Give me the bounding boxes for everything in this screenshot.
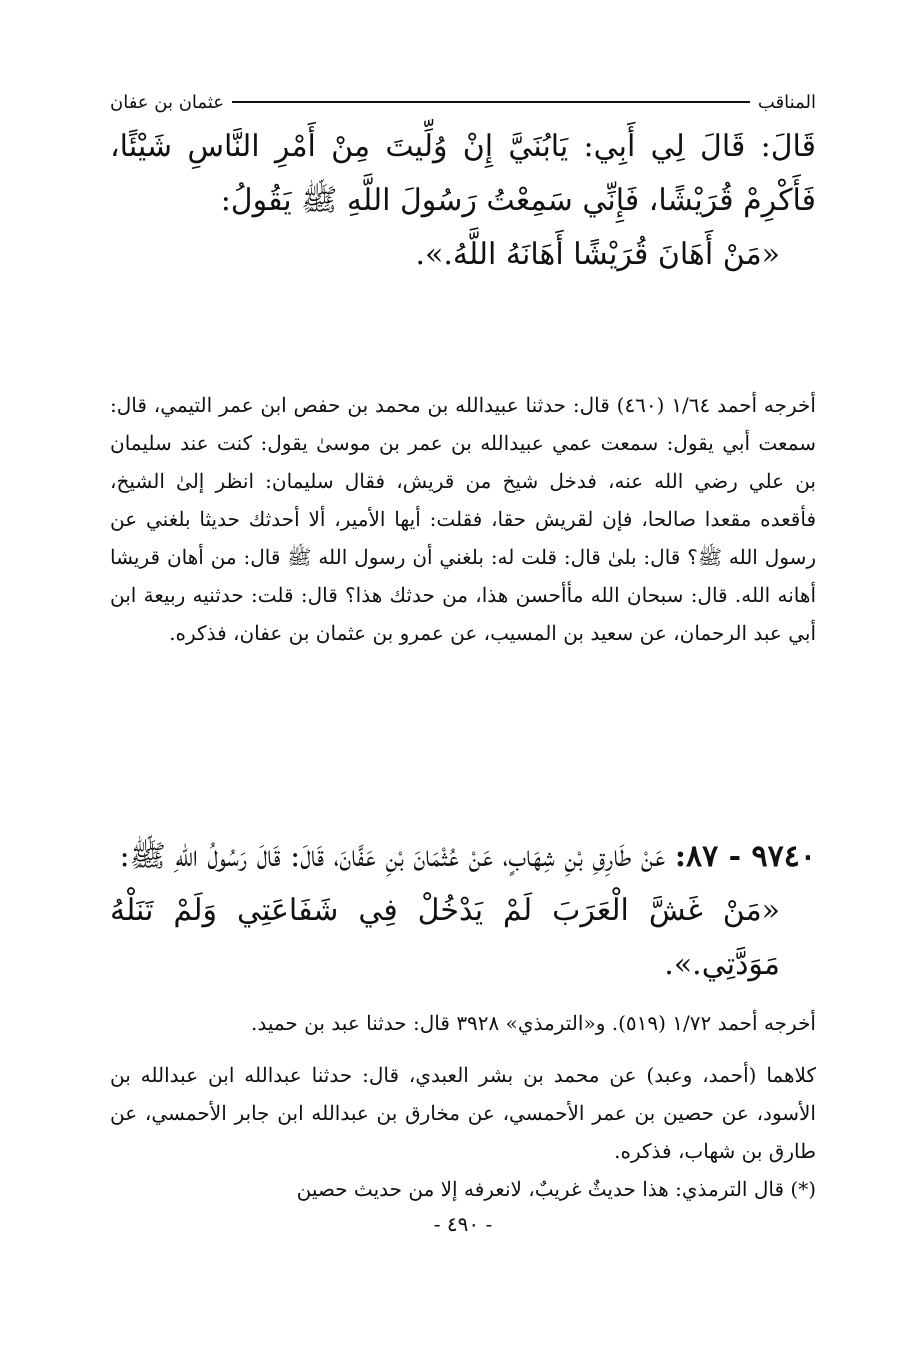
takhrij-paragraph	[110, 1004, 816, 1208]
hadith-text	[110, 120, 816, 282]
hadith-line-text: عَنْ طَارِقِ بْنِ شِهَابٍ، عَنْ عُثْمَانَ بْنِ عَفَّانَ، قَالَ: قَالَ رَسُولُ اللهِ ﷺ:	[119, 839, 666, 874]
running-header	[110, 86, 816, 118]
header-rule	[232, 101, 750, 103]
hadith-quote: «مَنْ غَشَّ الْعَرَبَ لَمْ يَدْخُلْ فِي شَفَاعَتِي وَلَمْ تَنَلْهُ مَوَدَّتِي.».	[110, 893, 780, 982]
hadith-number: ٩٧٤٠ - ٨٧:	[674, 839, 816, 874]
takhrij-text: أخرجه أحمد ١/٧٢ (٥١٩). و«الترمذي» ٣٩٢٨ قال: حدثنا عبد بن حميد.	[250, 1011, 816, 1035]
book-page	[110, 86, 816, 1336]
hadith-line: قَالَ: قَالَ لِي أَبِي: يَابُنَيَّ إِنْ وُلِّيتَ مِنْ أَمْرِ النَّاسِ شَيْئًا، فَأَكْرِمْ قُرَيْشًا، فَإِنِّي سَمِعْتُ رَسُولَ اللَّهِ ﷺ يَقُولُ:	[110, 129, 816, 218]
takhrij-paragraph	[110, 386, 816, 652]
chapter-title: عثمان بن عفان	[110, 91, 224, 113]
hadith-quote: «مَنْ أَهَانَ قُرَيْشًا أَهَانَهُ اللَّهُ.».	[415, 237, 780, 272]
takhrij-text: أخرجه أحمد ١/٦٤ (٤٦٠) قال: حدثنا عبيدالله بن محمد بن حفص ابن عمر التيمي، قال: سمعت أبي يقول: سمعت عمي عبيدالله بن عمر بن موسىٰ يقول: كنت عند سليمان بن علي رضي الله عنه، فدخل شيخ من قريش، فقال سليمان: انظر إلىٰ الشيخ، فأقعده مقعدا صالحا، فإن لقريش حقا، فقلت: أيها الأمير، ألا أحدثك حديثا بلغني عن رسول الله ﷺ؟ قال: بلىٰ قال: قلت له: بلغني أن رسول الله ﷺ قال: من أهان قريشا أهانه الله. قال: سبحان الله مأأحسن هذا، من حدثك هذا؟ قال: قلت: حدثنيه ربيعة ابن أبي عبد الرحمان، عن سعيد بن المسيب، عن عمرو بن عثمان بن عفان، فذكره.	[110, 393, 816, 645]
footnote-text: (*) قال الترمذي: هذا حديثٌ غريبٌ، لانعرفه إلا من حديث حصين	[296, 1177, 816, 1201]
hadith-text	[110, 830, 816, 992]
hadith-line	[110, 830, 816, 884]
section-title: المناقب	[757, 91, 816, 113]
takhrij-text: كلاهما (أحمد، وعبد) عن محمد بن بشر العبدي، قال: حدثنا عبدالله ابن عبدالله بن الأسود، عن حصين بن عمر الأحمسي، عن مخارق بن عبدالله ابن جابر الأحمسي، عن طارق بن شهاب، فذكره.	[110, 1063, 816, 1163]
page-number: - ٤٩٠ -	[433, 1212, 493, 1236]
